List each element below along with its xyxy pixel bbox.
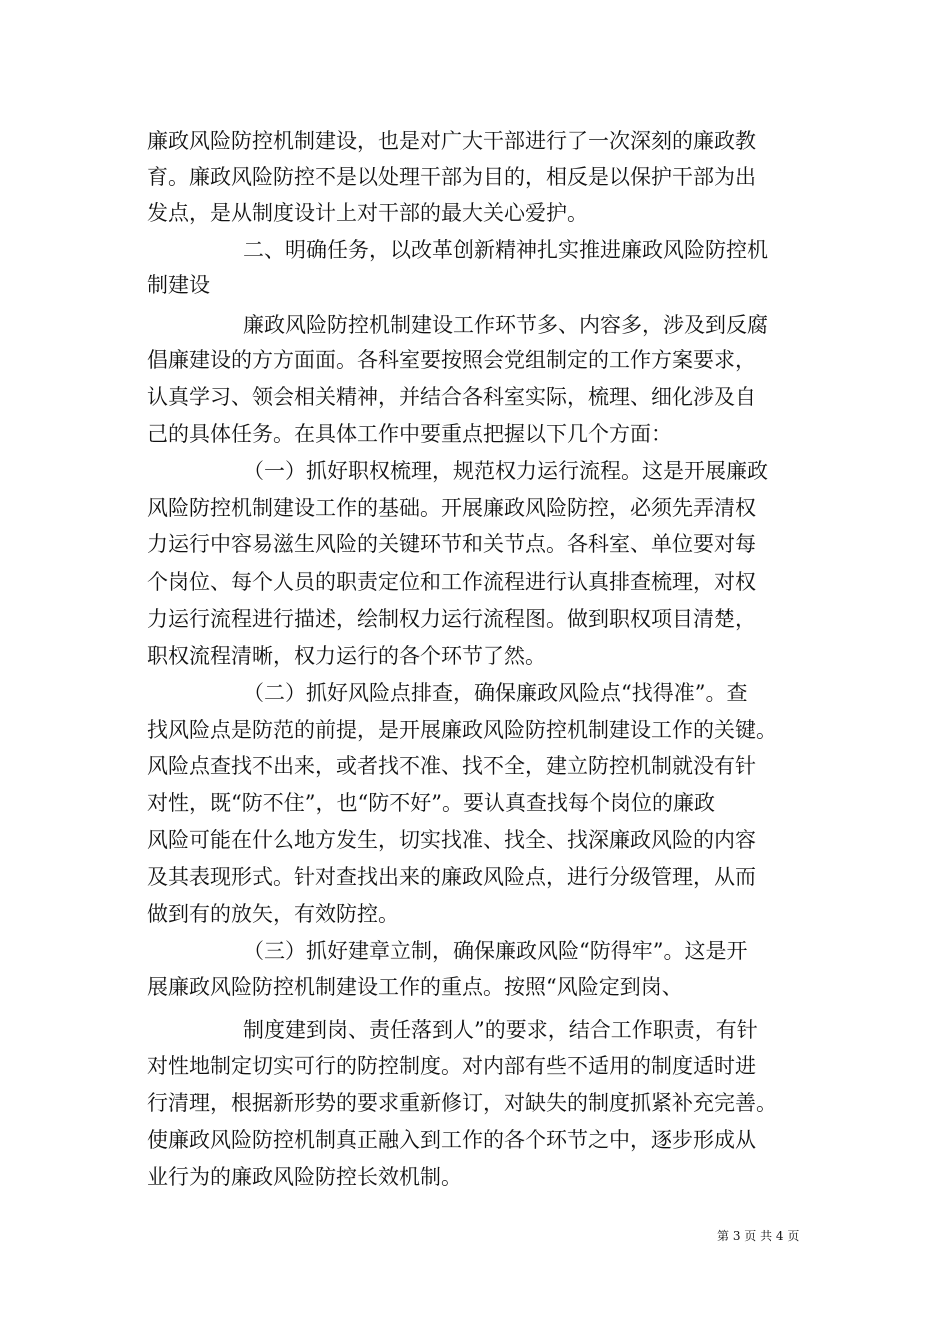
text-line: 廉政风险防控机制建设工作环节多、内容多，涉及到反腐 <box>243 313 768 337</box>
text-line: 认真学习、领会相关精神，并结合各科室实际，梳理、细化涉及自 <box>147 385 756 409</box>
text-line: 对性，既“防不住”，也“防不好”。要认真查找每个岗位的廉政 <box>147 791 715 815</box>
text-line: 风险可能在什么地方发生，切实找准、找全、找深廉政风险的内容 <box>147 828 756 852</box>
text-line: 育。廉政风险防控不是以处理干部为目的，相反是以保护干部为出 <box>147 165 756 189</box>
section-heading-2-cont: 制建设 <box>147 273 210 297</box>
section-heading-2: 二、明确任务，以改革创新精神扎实推进廉政风险防控机 <box>243 238 768 262</box>
text-line: 发点，是从制度设计上对干部的最大关心爱护。 <box>147 201 588 225</box>
text-line: 职权流程清晰，权力运行的各个环节了然。 <box>147 644 546 668</box>
subsection-3: （三）抓好建章立制，确保廉政风险“防得牢”。这是开 <box>243 939 748 963</box>
text-line: 找风险点是防范的前提，是开展廉政风险防控机制建设工作的关键。 <box>147 718 777 742</box>
text-line: 制度建到岗、责任落到人”的要求，结合工作职责，有针 <box>243 1018 758 1042</box>
text-line: 及其表现形式。针对查找出来的廉政风险点，进行分级管理，从而 <box>147 865 756 889</box>
subsection-2: （二）抓好风险点排查，确保廉政风险点“找得准”。查 <box>243 681 748 705</box>
text-line: 个岗位、每个人员的职责定位和工作流程进行认真排查梳理，对权 <box>147 570 756 594</box>
text-line: 做到有的放矢，有效防控。 <box>147 902 399 926</box>
text-line: 业行为的廉政风险防控长效机制。 <box>147 1165 462 1189</box>
text-line: 力运行中容易滋生风险的关键环节和关节点。各科室、单位要对每 <box>147 532 756 556</box>
page-number: 第 3 页 共 4 页 <box>717 1229 800 1243</box>
text-line: 行清理，根据新形势的要求重新修订，对缺失的制度抓紧补充完善。 <box>147 1091 777 1115</box>
text-line: 风险防控机制建设工作的基础。开展廉政风险防控，必须先弄清权 <box>147 496 756 520</box>
text-line: 使廉政风险防控机制真正融入到工作的各个环节之中，逐步形成从 <box>147 1128 756 1152</box>
text-line: 己的具体任务。在具体工作中要重点把握以下几个方面： <box>147 422 672 446</box>
text-line: 力运行流程进行描述，绘制权力运行流程图。做到职权项目清楚， <box>147 607 756 631</box>
text-line: 展廉政风险防控机制建设工作的重点。按照“风险定到岗、 <box>147 975 683 999</box>
text-line: 倡廉建设的方方面面。各科室要按照会党组制定的工作方案要求， <box>147 348 756 372</box>
text-line: 廉政风险防控机制建设，也是对广大干部进行了一次深刻的廉政教 <box>147 129 756 153</box>
text-line: 对性地制定切实可行的防控制度。对内部有些不适用的制度适时进 <box>147 1054 756 1078</box>
subsection-1: （一）抓好职权梳理，规范权力运行流程。这是开展廉政 <box>243 459 768 483</box>
text-line: 风险点查找不出来，或者找不准、找不全，建立防控机制就没有针 <box>147 754 756 778</box>
